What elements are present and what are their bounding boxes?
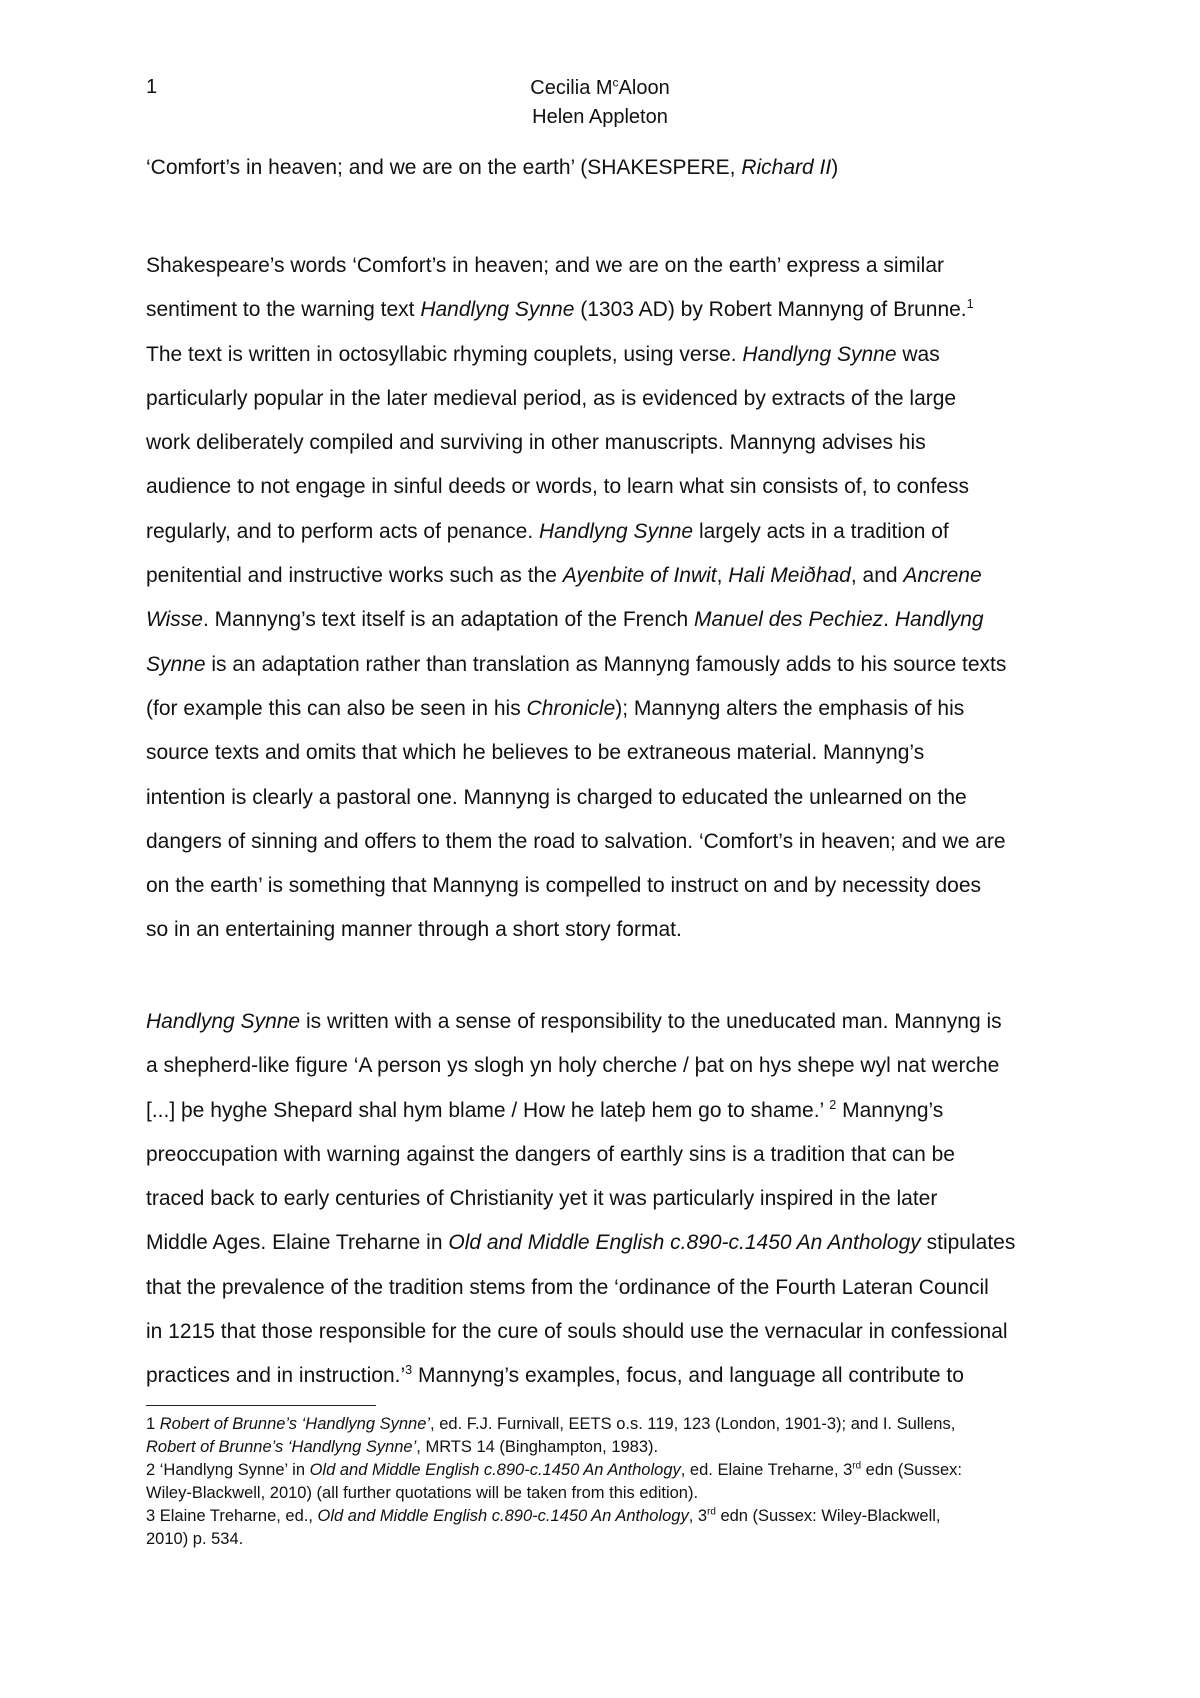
text-run: 3 Elaine Treharne, ed., bbox=[146, 1507, 318, 1525]
author-line-2: Helen Appleton bbox=[532, 106, 668, 128]
paragraph-line: a shepherd-like figure ‘A person ys slogh yn holy cherche / þat on hys shepe wyl nat werche bbox=[146, 1054, 1000, 1078]
paragraph-line bbox=[146, 687, 1066, 731]
paragraph-line: work deliberately compiled and surviving in other manuscripts. Mannyng advises his bbox=[146, 431, 926, 455]
paragraph-line bbox=[146, 643, 1066, 687]
paragraph-line: Shakespeare’s words ‘Comfort’s in heaven; and we are on the earth’ express a similar bbox=[146, 254, 945, 277]
text-run: , ed. Elaine Treharne, 3 bbox=[680, 1461, 853, 1479]
text-run: (for example this can also be seen in his bbox=[146, 696, 527, 720]
text-run: , and bbox=[850, 564, 904, 588]
text-run: 1 bbox=[146, 1415, 160, 1433]
text-run: edn (Sussex: bbox=[861, 1461, 962, 1479]
author-1-name: Cecilia M bbox=[530, 77, 613, 99]
paragraph-line bbox=[146, 1089, 1066, 1133]
paragraph-line bbox=[146, 333, 1066, 377]
author-1-superscript: c bbox=[612, 75, 619, 90]
text-run: largely acts in a tradition of bbox=[693, 519, 949, 543]
italic-title: Ayenbite of Inwit bbox=[562, 564, 717, 588]
author-block bbox=[0, 74, 1200, 132]
text-run: sentiment to the warning text bbox=[146, 298, 421, 322]
paragraph-line bbox=[146, 598, 1066, 642]
text-run: Mannyng’s bbox=[836, 1098, 944, 1122]
footnote-separator bbox=[146, 1405, 376, 1406]
text-run: , ed. F.J. Furnivall, EETS o.s. 119, 123 (London, 1901-3); and I. Sullens, bbox=[430, 1415, 956, 1433]
footnote-3-cont: 2010) p. 534. bbox=[146, 1530, 244, 1548]
text-run: is written with a sense of responsibility to the uneducated man. Mannyng is bbox=[300, 1010, 1002, 1033]
text-run: 2 ‘Handlyng Synne’ in bbox=[146, 1461, 310, 1479]
text-run: stipulates bbox=[920, 1231, 1016, 1255]
text-run: ); Mannyng alters the emphasis of his bbox=[615, 696, 965, 720]
text-run: The text is written in octosyllabic rhyming couplets, using verse. bbox=[146, 342, 743, 366]
paragraph-line: in 1215 that those responsible for the cure of souls should use the vernacular in confessional bbox=[146, 1320, 1008, 1344]
paragraph-2 bbox=[146, 1000, 1066, 1399]
text-run: (1303 AD) by Robert Mannyng of Brunne. bbox=[574, 298, 967, 322]
text-run: , bbox=[716, 564, 729, 588]
ordinal-superscript: rd bbox=[852, 1460, 862, 1472]
paragraph-line: on the earth’ is something that Mannyng is compelled to instruct on and by necessity does bbox=[146, 874, 982, 898]
text-run: is an adaptation rather than translation as Mannyng famously adds to his source texts bbox=[205, 652, 1007, 676]
italic-title: Robert of Brunne’s ‘Handlyng Synne’ bbox=[159, 1415, 431, 1433]
paragraph-line: intention is clearly a pastoral one. Mannyng is charged to educated the unlearned on the bbox=[146, 785, 967, 809]
text-run: Mannyng’s examples, focus, and language all contribute to bbox=[412, 1364, 964, 1388]
title-text: ‘Comfort’s in heaven; and we are on the earth’ (SHAKESPERE, bbox=[146, 156, 742, 179]
italic-title: Handlyng Synne bbox=[539, 519, 694, 543]
paragraph-line: traced back to early centuries of Christianity yet it was particularly inspired in the later bbox=[146, 1187, 938, 1211]
text-run: , 3 bbox=[688, 1507, 708, 1525]
text-run: practices and in instruction.’ bbox=[146, 1364, 406, 1388]
paragraph-line bbox=[146, 1000, 1066, 1044]
paragraph-line bbox=[146, 288, 1066, 332]
footnote-1-cont bbox=[146, 1436, 962, 1459]
text-run: . Mannyng’s text itself is an adaptation of the French bbox=[202, 608, 695, 632]
ordinal-superscript: rd bbox=[707, 1506, 716, 1518]
text-run: Middle Ages. Elaine Treharne in bbox=[146, 1231, 449, 1255]
paragraph-line: particularly popular in the later medieval period, as is evidenced by extracts of the large bbox=[146, 386, 957, 410]
paragraph-line: source texts and omits that which he believes to be extraneous material. Mannyng’s bbox=[146, 741, 925, 765]
author-1-surname-rest: Aloon bbox=[618, 77, 670, 99]
author-line-1 bbox=[0, 74, 1200, 103]
italic-title: Synne bbox=[146, 652, 206, 676]
italic-title: Old and Middle English c.890-c.1450 An Anthology bbox=[309, 1461, 681, 1479]
paragraph-line bbox=[146, 554, 1066, 598]
italic-title: Ancrene bbox=[903, 564, 982, 588]
italic-title: Handlyng Synne bbox=[742, 342, 897, 366]
footnote-3 bbox=[146, 1505, 962, 1528]
text-run: edn (Sussex: Wiley-Blackwell, bbox=[715, 1507, 941, 1525]
paragraph-line: dangers of sinning and offers to them the road to salvation. ‘Comfort’s in heaven; and we are bbox=[146, 829, 1006, 853]
italic-title: Old and Middle English c.890-c.1450 An Anthology bbox=[317, 1507, 689, 1525]
text-run: [...] þe hyghe Shepard shal hym blame / How he lateþ hem go to shame.’ bbox=[146, 1098, 830, 1122]
italic-title: Chronicle bbox=[526, 696, 616, 720]
footnote-ref-2[interactable]: 2 bbox=[829, 1097, 837, 1112]
italic-title: Handlyng Synne bbox=[420, 298, 575, 322]
title-work: Richard II bbox=[741, 156, 832, 179]
paragraph-line bbox=[146, 510, 1066, 554]
paragraph-1 bbox=[146, 244, 1066, 953]
paragraph-line: audience to not engage in sinful deeds or words, to learn what sin consists of, to confess bbox=[146, 475, 969, 499]
page-number: 1 bbox=[146, 76, 158, 98]
essay-title bbox=[146, 156, 838, 180]
text-run: penitential and instructive works such as the bbox=[146, 564, 563, 588]
italic-title: Hali Meiðhad bbox=[728, 564, 851, 588]
footnote-ref-3[interactable]: 3 bbox=[405, 1363, 413, 1378]
paragraph-line bbox=[146, 1354, 1066, 1398]
text-run: regularly, and to perform acts of penance. bbox=[146, 519, 539, 543]
text-run: was bbox=[896, 342, 940, 366]
italic-title: Old and Middle English c.890-c.1450 An Anthology bbox=[448, 1231, 921, 1255]
footnote-2-cont: Wiley-Blackwell, 2010) (all further quotations will be taken from this edition). bbox=[146, 1484, 699, 1502]
paragraph-line: preoccupation with warning against the dangers of earthly sins is a tradition that can be bbox=[146, 1142, 955, 1166]
italic-title: Manuel des Pechiez bbox=[694, 608, 884, 632]
italic-title: Wisse bbox=[146, 608, 203, 632]
title-suffix: ) bbox=[831, 156, 839, 179]
footnote-1 bbox=[146, 1413, 962, 1436]
paragraph-line bbox=[146, 1221, 1066, 1265]
footnote-2 bbox=[146, 1459, 962, 1482]
paragraph-line: so in an entertaining manner through a short story format. bbox=[146, 918, 682, 942]
italic-title: Robert of Brunne’s ‘Handlyng Synne’ bbox=[146, 1438, 417, 1456]
italic-title: Handlyng Synne bbox=[146, 1010, 301, 1033]
paragraph-line: that the prevalence of the tradition stems from the ‘ordinance of the Fourth Lateran Council bbox=[146, 1275, 989, 1299]
text-run: . bbox=[883, 608, 895, 632]
text-run: , MRTS 14 (Binghampton, 1983). bbox=[416, 1438, 659, 1456]
footnote-ref-1[interactable]: 1 bbox=[966, 297, 974, 312]
italic-title: Handlyng bbox=[894, 608, 984, 632]
footnotes bbox=[146, 1413, 962, 1551]
